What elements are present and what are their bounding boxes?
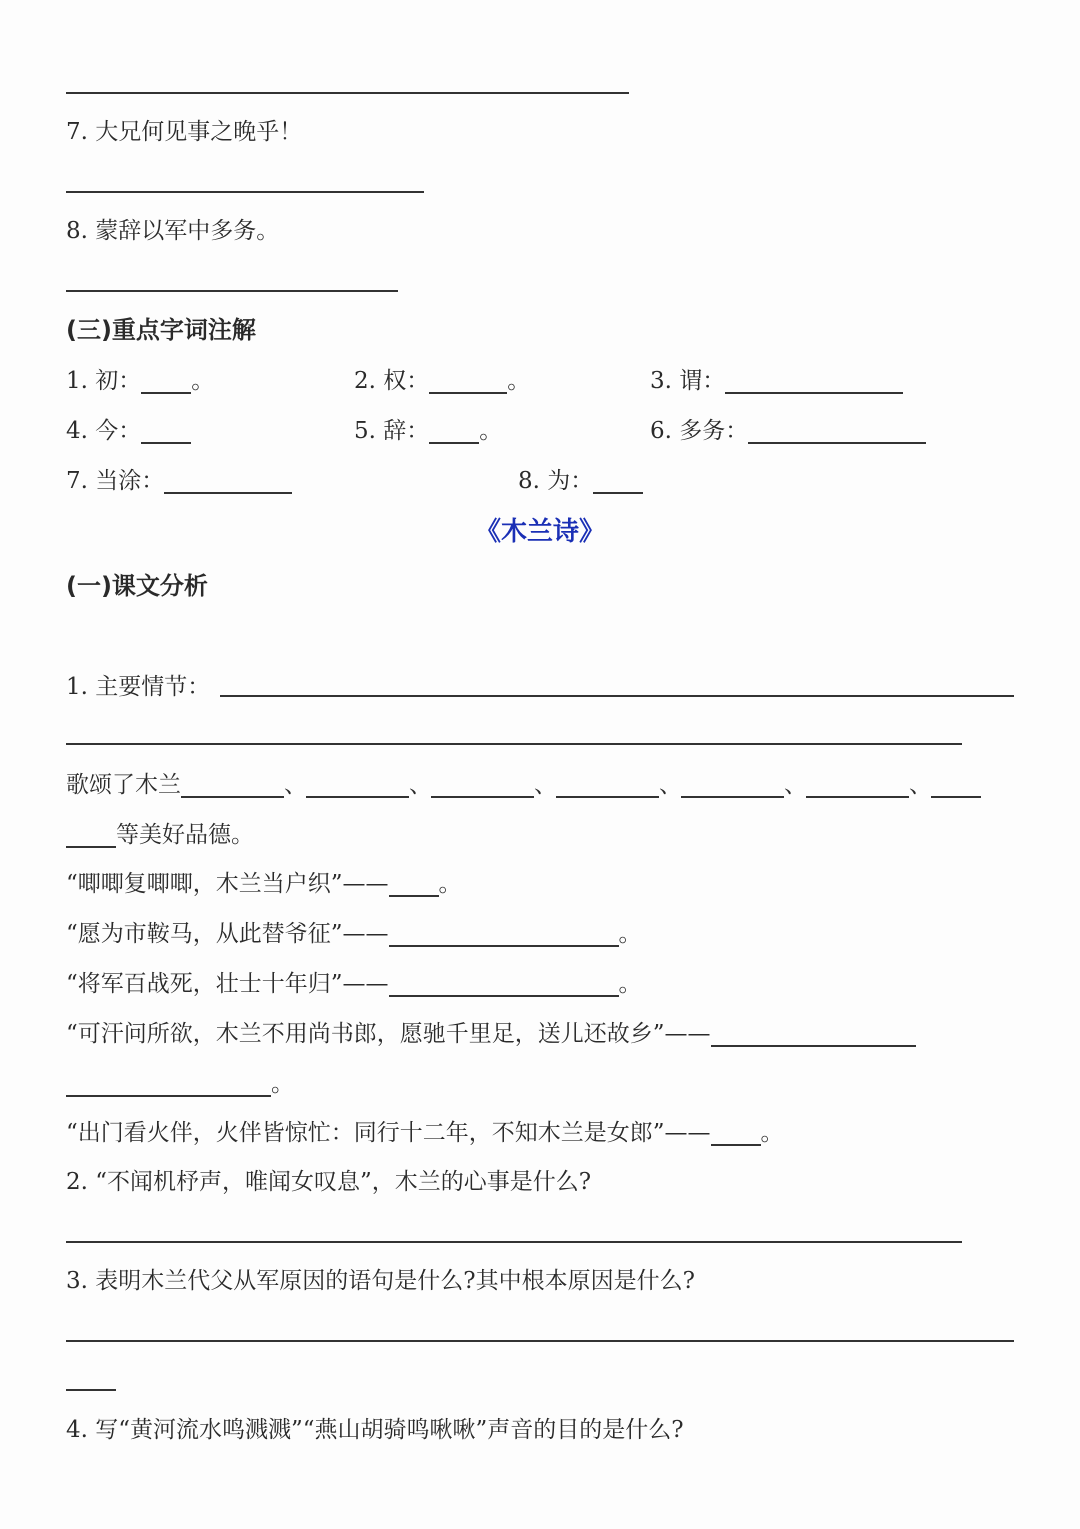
note-item-2 <box>354 366 530 396</box>
note-item-8 <box>518 466 643 496</box>
comma: 、 <box>784 772 807 798</box>
question-3: 3. 表明木兰代父从军原因的语句是什么?其中根本原因是什么? <box>66 1268 695 1294</box>
quote-text: “可汗问所欲，木兰不用尚书郎，愿驰千里足，送儿还故乡”—— <box>66 1021 711 1047</box>
note-label: 6. 多务： <box>650 418 749 444</box>
quote-text: “出门看火伴，火伴皆惊忙：同行十二年，不知木兰是女郎”—— <box>66 1120 711 1146</box>
period: 。 <box>191 368 215 394</box>
answer-line[interactable] <box>66 191 424 193</box>
virtues-line-2 <box>66 820 254 850</box>
quote-4 <box>66 1019 916 1049</box>
answer-blank[interactable] <box>748 420 926 444</box>
quote-1 <box>66 869 462 899</box>
answer-line[interactable] <box>66 1340 1014 1342</box>
note-label: 4. 今： <box>66 418 142 444</box>
answer-blank[interactable] <box>141 420 191 444</box>
comma: 、 <box>284 772 307 798</box>
virtues-line <box>66 770 981 800</box>
note-item-5 <box>354 416 502 446</box>
question-8: 8. 蒙辞以军中多务。 <box>66 218 280 244</box>
answer-blank[interactable] <box>141 370 191 394</box>
answer-blank[interactable] <box>429 370 507 394</box>
note-item-1 <box>66 366 214 396</box>
note-label: 8. 为： <box>518 468 594 494</box>
quote-text: “将军百战死，壮士十年归”—— <box>66 971 389 997</box>
note-label: 3. 谓： <box>650 368 726 394</box>
answer-blank[interactable] <box>681 774 784 798</box>
period: 。 <box>271 1071 294 1097</box>
quote-4-cont <box>66 1069 294 1099</box>
note-label: 5. 辞： <box>354 418 430 444</box>
answer-blank[interactable] <box>725 370 903 394</box>
notes-heading: (三)重点字词注解 <box>66 316 256 344</box>
period: 。 <box>507 368 531 394</box>
answer-line[interactable] <box>220 695 1014 697</box>
note-item-6 <box>650 416 926 446</box>
quote-text: “愿为市鞍马，从此替爷征”—— <box>66 921 389 947</box>
quote-2 <box>66 919 642 949</box>
comma: 、 <box>409 772 432 798</box>
q1-label: 1. 主要情节： <box>66 674 211 700</box>
answer-blank[interactable] <box>389 923 619 947</box>
question-4: 4. 写“黄河流水鸣溅溅”“燕山胡骑鸣啾啾”声音的目的是什么? <box>66 1417 684 1443</box>
comma: 、 <box>659 772 682 798</box>
period: 。 <box>438 871 462 897</box>
comma: 、 <box>534 772 557 798</box>
period: 。 <box>618 921 642 947</box>
answer-blank[interactable] <box>389 873 439 897</box>
comma: 、 <box>909 772 932 798</box>
poem-title: 《木兰诗》 <box>474 517 605 547</box>
virtues-prefix: 歌颂了木兰 <box>66 772 181 798</box>
note-label: 1. 初： <box>66 368 142 394</box>
answer-blank[interactable] <box>389 973 619 997</box>
question-7: 7. 大兄何见事之晚乎！ <box>66 119 303 145</box>
note-item-7 <box>66 466 292 496</box>
virtues-suffix: 等美好品德。 <box>116 822 254 848</box>
period: 。 <box>479 418 503 444</box>
answer-blank[interactable] <box>66 1073 271 1097</box>
answer-line[interactable] <box>66 290 398 292</box>
answer-line[interactable] <box>66 1241 962 1243</box>
answer-line[interactable] <box>66 92 629 94</box>
answer-blank[interactable] <box>711 1122 761 1146</box>
quote-5 <box>66 1118 784 1148</box>
answer-blank[interactable] <box>593 470 643 494</box>
answer-blank[interactable] <box>556 774 659 798</box>
answer-blank[interactable] <box>931 774 981 798</box>
answer-blank[interactable] <box>181 774 284 798</box>
quote-text: “唧唧复唧唧，木兰当户织”—— <box>66 871 389 897</box>
answer-blank[interactable] <box>711 1023 916 1047</box>
answer-line[interactable] <box>66 743 962 745</box>
answer-blank[interactable] <box>431 774 534 798</box>
period: 。 <box>618 971 642 997</box>
note-item-4 <box>66 416 191 446</box>
answer-blank[interactable] <box>306 774 409 798</box>
answer-blank[interactable] <box>806 774 909 798</box>
period: 。 <box>760 1120 784 1146</box>
quote-3 <box>66 969 642 999</box>
analysis-heading: (一)课文分析 <box>66 572 208 600</box>
answer-blank[interactable] <box>164 470 292 494</box>
answer-blank[interactable] <box>66 824 116 848</box>
note-item-3 <box>650 366 903 396</box>
answer-line[interactable] <box>66 1389 116 1391</box>
question-2: 2. “不闻机杼声，唯闻女叹息”，木兰的心事是什么? <box>66 1169 592 1195</box>
note-label: 2. 权： <box>354 368 430 394</box>
note-label: 7. 当涂： <box>66 468 165 494</box>
answer-blank[interactable] <box>429 420 479 444</box>
